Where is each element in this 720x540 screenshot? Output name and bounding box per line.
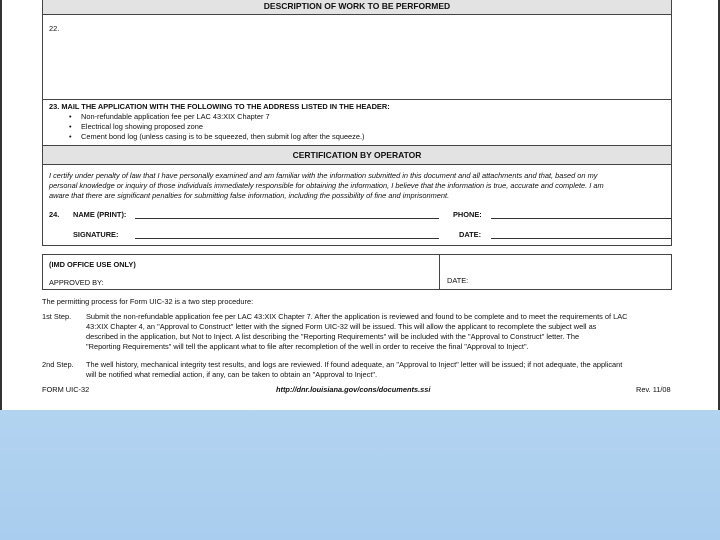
step-2-label: 2nd Step. xyxy=(42,360,74,369)
item-24-label: 24. xyxy=(49,210,60,219)
cert-text-line: aware that there are significant penalties for submitting false information, including the possibility of fine and imprisonment. xyxy=(49,191,450,200)
date-label: DATE: xyxy=(459,230,482,239)
office-use-label: (IMD OFFICE USE ONLY) xyxy=(49,260,136,269)
step-2-line: The well history, mechanical integrity test results, and logs are reviewed. If found adequate, an "Approval to Inject" letter will be issued; if not adequate, the applicant xyxy=(86,360,623,369)
item-22-label: 22. xyxy=(49,24,60,33)
signature-label: SIGNATURE: xyxy=(73,230,119,239)
step-1-line: described in the application, but Not to Inject. A list describing the "Reporting Requirements" will be included with the "Approval to Construct" letter. The xyxy=(86,332,580,341)
signature-field[interactable] xyxy=(135,238,439,239)
page-left-edge xyxy=(0,0,2,410)
procedure-intro: The permitting process for Form UIC-32 is a two step procedure: xyxy=(42,297,254,306)
certification-header: CERTIFICATION BY OPERATOR xyxy=(43,145,671,165)
step-1-label: 1st Step. xyxy=(42,312,72,321)
office-divider xyxy=(439,255,440,289)
step-1-line: "Reporting Requirements" will tell the applicant what to file after recompletion of the well in order to receive the final "Approval to Inject". xyxy=(86,342,529,351)
approved-by-label: APPROVED BY: xyxy=(49,278,104,287)
description-header: DESCRIPTION OF WORK TO BE PERFORMED xyxy=(43,0,671,15)
phone-label: PHONE: xyxy=(453,210,482,219)
divider xyxy=(43,99,671,100)
footer-url[interactable]: http://dnr.louisiana.gov/cons/documents.ssi xyxy=(276,385,431,394)
footer-revision: Rev. 11/08 xyxy=(636,385,671,394)
item-23-label: 23. MAIL THE APPLICATION WITH THE FOLLOWING TO THE ADDRESS LISTED IN THE HEADER: xyxy=(49,102,390,111)
name-label: NAME (PRINT): xyxy=(73,210,127,219)
phone-field[interactable] xyxy=(491,218,671,219)
step-1-line: 43:XIX Chapter 4, an "Approval to Construct" letter with the signed Form UIC-32 will be issued. This will allow the applicant to recomplete the subject well as xyxy=(86,322,597,331)
bullet-item: • Non-refundable application fee per LAC 43:XIX Chapter 7 xyxy=(81,112,270,121)
bullet-item: • Electrical log showing proposed zone xyxy=(81,122,203,131)
name-field[interactable] xyxy=(135,218,439,219)
footer-form-id: FORM UIC-32 xyxy=(42,385,90,394)
office-use-box xyxy=(42,254,672,290)
office-date-label: DATE: xyxy=(447,276,469,285)
date-field[interactable] xyxy=(491,238,671,239)
step-1-line: Submit the non-refundable application fee per LAC 43:XIX Chapter 7. After the application is reviewed and found to be complete and to meet the requirements of LAC xyxy=(86,312,628,321)
bullet-item: • Cement bond log (unless casing is to be squeezed, then submit log after the squeeze.) xyxy=(81,132,364,141)
cert-text-line: personal knowledge or inquiry of those individuals immediately responsible for obtaining the information, I believe that the information is true, accurate and complete. I am xyxy=(49,181,604,190)
step-2-line: will be notified what remedial action, if any, can be taken to obtain an "Approval to Inject". xyxy=(86,370,378,379)
cert-text-line: I certify under penalty of law that I have personally examined and am familiar with the information submitted in this document and all attachments and that, based on my xyxy=(49,171,598,180)
form-frame xyxy=(42,0,672,246)
